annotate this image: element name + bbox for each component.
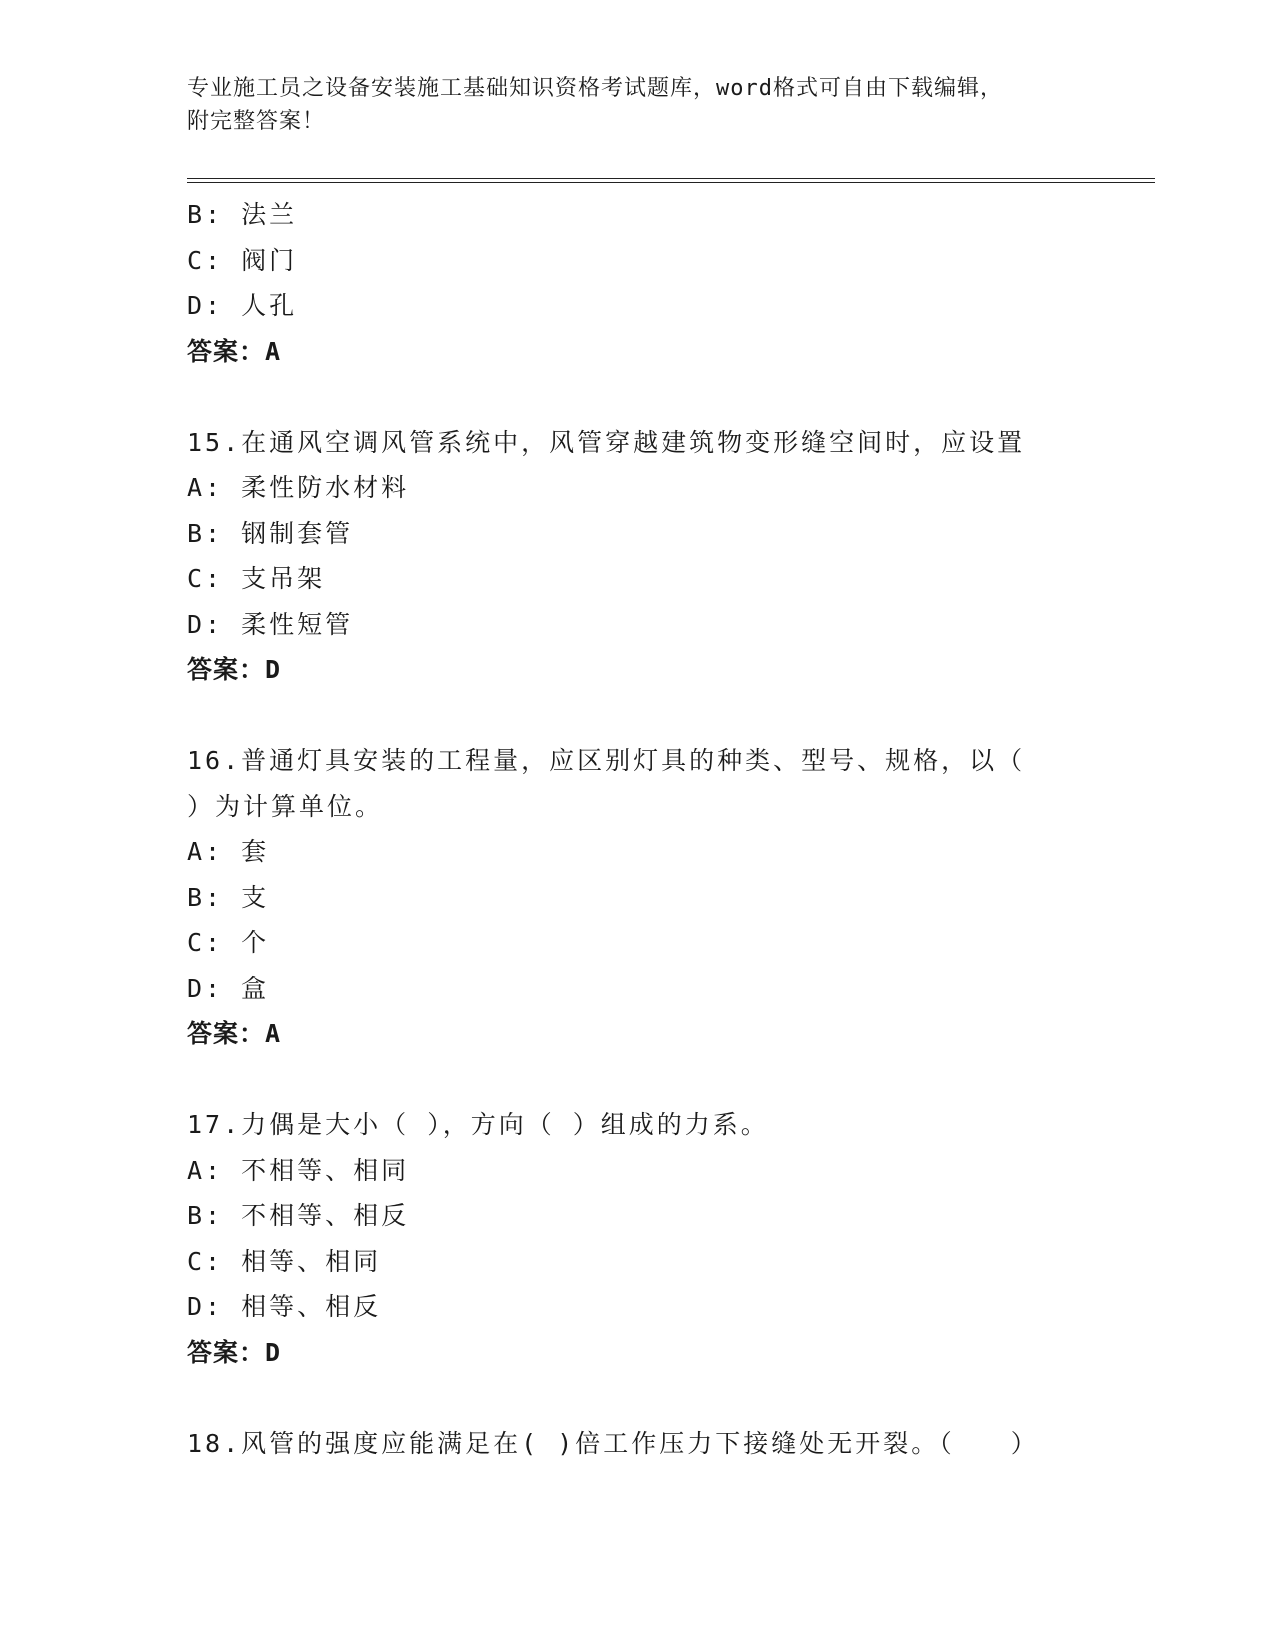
option-line: B: 钢制套管	[187, 518, 354, 548]
option-line: D: 盒	[187, 973, 270, 1003]
option-line: B: 不相等、相反	[187, 1201, 410, 1230]
option-line: C: 支吊架	[187, 564, 326, 593]
option-line: C: 相等、相同	[187, 1246, 382, 1276]
question-text: ）为计算单位。	[187, 791, 384, 821]
document-header	[187, 72, 1087, 138]
question-text: 17.力偶是大小（ ），方向（ ）组成的力系。	[187, 1110, 769, 1139]
question-spacer	[187, 374, 1157, 420]
question-spacer	[187, 1375, 1157, 1421]
option-line: A: 不相等、相同	[187, 1155, 410, 1185]
option-line: D: 人孔	[187, 291, 298, 320]
option-line: A: 套	[187, 837, 270, 866]
option-line: B: 法兰	[187, 200, 298, 229]
question-spacer	[187, 693, 1157, 739]
header-title-line-2: 附完整答案！	[187, 109, 326, 134]
question-text: 16.普通灯具安装的工程量，应区别灯具的种类、型号、规格，以（	[187, 746, 1026, 775]
option-line: D: 柔性短管	[187, 609, 354, 639]
question-spacer	[187, 1057, 1157, 1103]
answer-line: 答案：A	[187, 1019, 282, 1048]
option-line: C: 阀门	[187, 245, 298, 275]
answer-line: 答案：A	[187, 336, 282, 366]
answer-line: 答案：D	[187, 655, 282, 684]
header-divider	[187, 178, 1155, 183]
answer-line: 答案：D	[187, 1337, 282, 1367]
question-list	[187, 192, 1157, 1466]
option-line: C: 个	[187, 928, 270, 957]
header-title-line-1: 专业施工员之设备安装施工基础知识资格考试题库，word格式可自由下载编辑，	[187, 76, 1003, 101]
question-text: 15.在通风空调风管系统中，风管穿越建筑物变形缝空间时，应设置	[187, 427, 1026, 457]
option-line: B: 支	[187, 882, 270, 912]
option-line: A: 柔性防水材料	[187, 473, 410, 502]
option-line: D: 相等、相反	[187, 1292, 382, 1321]
question-text: 18.风管的强度应能满足在( )倍工作压力下接缝处无开裂。（ ）	[187, 1428, 1039, 1458]
